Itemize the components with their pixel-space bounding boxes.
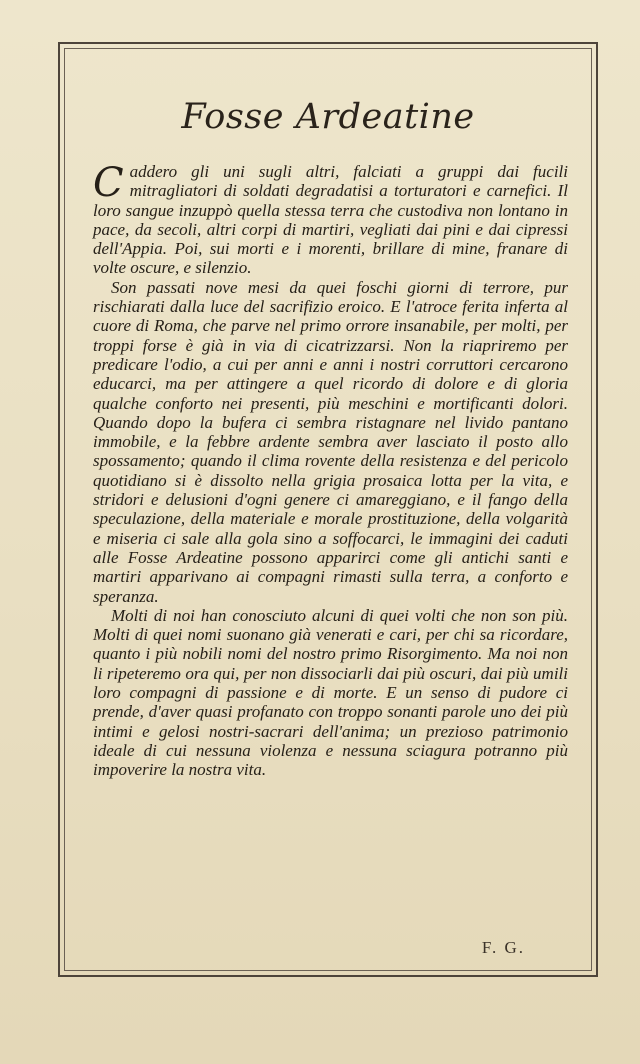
author-initials: F. G. — [481, 938, 525, 957]
paragraph-2: Son passati nove mesi da quei foschi giorni di terrore, pur rischiarati dalla luce del sacrifizio eroico. E l'atroce ferita inferta al cuore di Roma, che parve nel primo orrore insanabile, per molti, per troppi forse è già in via di cicatrizzarsi. Non la riapriremo per predicare l'odio, a cui per anni e anni i nostri corruttori cercarono educarci, ma per attingere a quel ricordo di dolore e di gloria qualche conforto nei presenti, più meschini e mortificanti dolori. Quando dopo la bufera ci sembra ristagnare nel livido pantano immobile, e la febbre ardente sembra aver lasciato il posto allo spossamento; quando il clima rovente della resistenza e del pericolo quotidiano si è dissolto nella grigia prosaica lotta per la vita, e stridori e delusioni d'ogni genere ci amareggiano, e il fango della speculazione, della materiale e morale prostituzione, della volgarità e miseria ci sale alla gola sino a soffocarci, le immagini dei caduti alle Fosse Ardeatine possono apparirci come gli antichi santi e martiri apparivano ai compagni rimasti sulla terra, a conforto e speranza. — [93, 277, 568, 606]
article-body — [93, 162, 568, 780]
paragraph-1 — [93, 162, 568, 278]
paragraph-1-text: addero gli uni sugli altri, falciati a gruppi dai fucili mitragliatori di soldati degradatisi a torturatori e carnefici. Il loro sangue inzuppò quella stessa terra che custodiva non lontano in pace, da secoli, altri corpi di martiri, vegliati dai pini e dai cipressi dell'Appia. Poi, sui morti e i morenti, brillare di mine, franare di volte oscure, e silenzio. — [93, 162, 568, 278]
paragraph-3: Molti di noi han conosciuto alcuni di quei volti che non son più. Molti di quei nomi suonano già venerati e cari, per chi sa ricordare, quanto i più nobili nomi del nostro primo Risorgimento. Ma noi non li ripeteremo ora qui, per non dissociarli dai più oscuri, dai più umili loro compagni di passione e di morte. E un senso di pudore ci prende, d'aver quasi profanato con troppo sonanti parole uno dei più intimi e gelosi nostri-sacrari dell'anima; un prezioso patrimonio ideale di cui nessuna violenza e nessuna sciagura potranno più impoverire la nostra vita. — [93, 605, 568, 780]
article-title: Fosse Ardeatine — [181, 97, 475, 137]
drop-cap: C — [93, 160, 124, 206]
